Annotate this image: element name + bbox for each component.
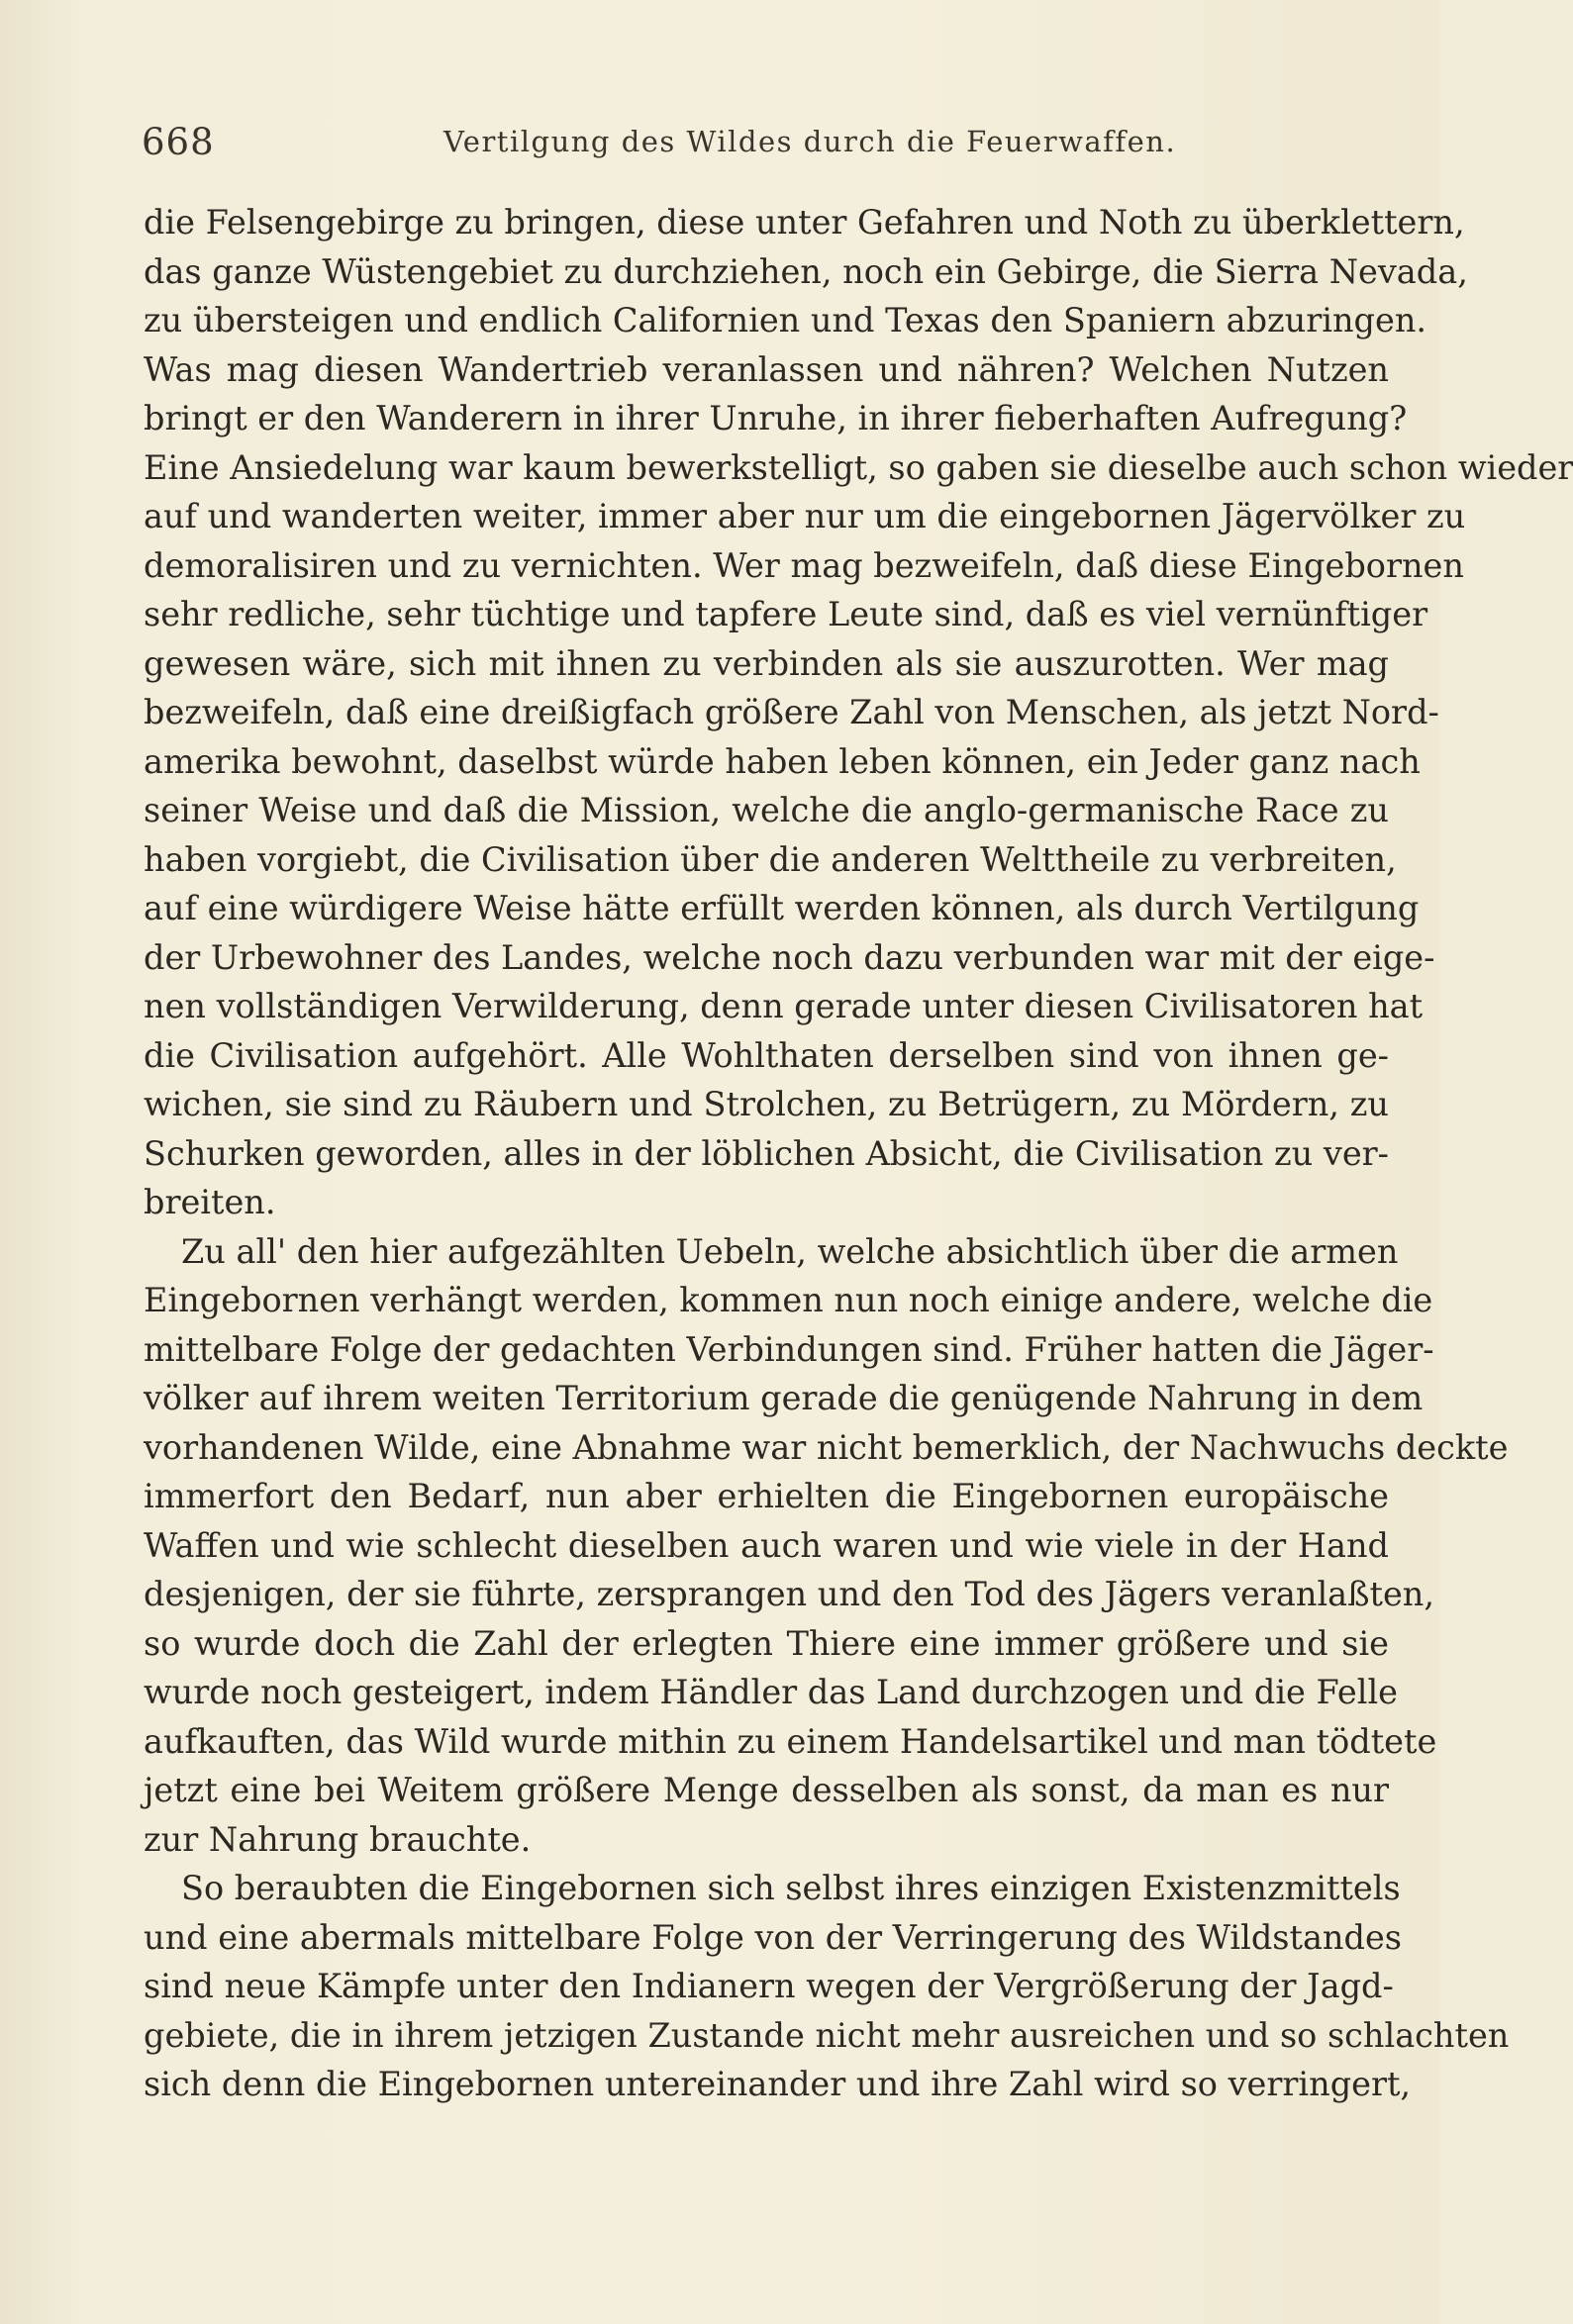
text-line: aufkauften, das Wild wurde mithin zu einem Handelsartikel und man tödtete [144,1721,1437,1761]
text-line: haben vorgiebt, die Civilisation über die anderen Welttheile zu verbreiten, [144,839,1397,879]
text-line: seiner Weise und daß die Mission, welche die anglo-germanische Race zu [144,791,1389,829]
paragraph-start-line: Zu all' den hier aufgezählten Uebeln, welche absichtlich über die armen [181,1231,1399,1271]
text-line: Eine Ansiedelung war kaum bewerkstelligt, so gaben sie dieselbe auch schon wieder [144,447,1573,487]
text-line: Was mag diesen Wandertrieb veranlassen und nähren? Welchen Nutzen [144,349,1389,389]
text-line: bringt er den Wanderern in ihrer Unruhe, in ihrer fieberhaften Aufregung? [144,399,1408,437]
text-line: nen vollständigen Verwilderung, denn gerade unter diesen Civilisatoren hat [144,987,1424,1025]
text-line: auf eine würdigere Weise hätte erfüllt werden können, als durch Vertilgung [144,889,1420,927]
text-line: vorhandenen Wilde, eine Abnahme war nicht bemerklich, der Nachwuchs deckte [144,1427,1509,1467]
body-text [144,198,1573,2109]
text-line: sich denn die Eingebornen untereinander und ihre Zahl wird so verringert, [144,2065,1412,2103]
paragraph-start-line: So beraubten die Eingebornen sich selbst ihres einzigen Existenzmittels [181,1869,1401,1907]
text-line: zur Nahrung brauchte. [144,1819,532,1859]
text-line: mittelbare Folge der gedachten Verbindungen sind. Früher hatten die Jäger- [144,1329,1434,1369]
text-line: zu übersteigen und endlich Californien und Texas den Spaniern abzuringen. [144,301,1427,339]
text-line: Schurken geworden, alles in der löblichen Absicht, die Civilisation zu ver- [144,1133,1389,1173]
text-line: Eingebornen verhängt werden, kommen nun noch einige andere, welche die [144,1281,1433,1319]
text-line: wichen, sie sind zu Räubern und Strolchen, zu Betrügern, zu Mördern, zu [144,1085,1389,1123]
text-line: und eine abermals mittelbare Folge von der Verringerung des Wildstandes [144,1917,1402,1957]
text-line: desjenigen, der sie führte, zersprangen und den Tod des Jägers veranlaßten, [144,1575,1435,1613]
text-line: die Civilisation aufgehört. Alle Wohlthaten derselben sind von ihnen ge- [144,1035,1389,1075]
text-line: auf und wanderten weiter, immer aber nur um die eingebornen Jägervölker zu [144,497,1466,535]
text-line: das ganze Wüstengebiet zu durchziehen, noch ein Gebirge, die Sierra Nevada, [144,251,1468,291]
text-line: die Felsengebirge zu bringen, diese unter Gefahren und Noth zu überklettern, [144,203,1465,242]
text-line: amerika bewohnt, daselbst würde haben leben können, ein Jeder ganz nach [144,741,1421,781]
running-head: Vertilgung des Wildes durch die Feuerwaffen. [443,125,1177,158]
text-line: jetzt eine bei Weitem größere Menge desselben als sonst, da man es nur [144,1771,1389,1809]
text-line: der Urbewohner des Landes, welche noch dazu verbunden war mit der eige- [144,937,1435,977]
text-line: immerfort den Bedarf, nun aber erhielten die Eingebornen europäische [144,1477,1389,1515]
text-line: so wurde doch die Zahl der erlegten Thiere eine immer größere und sie [144,1623,1389,1663]
page-number: 668 [142,121,215,163]
text-line: breiten. [144,1183,276,1221]
text-line: wurde noch gesteigert, indem Händler das Land durchzogen und die Felle [144,1673,1398,1711]
text-line: völker auf ihrem weiten Territorium gerade die genügende Nahrung in dem [144,1379,1424,1417]
text-line: demoralisiren und zu vernichten. Wer mag bezweifeln, daß diese Eingebornen [144,545,1464,585]
text-line: gebiete, die in ihrem jetzigen Zustande nicht mehr ausreichen und so schlachten [144,2015,1510,2055]
text-line: sehr redliche, sehr tüchtige und tapfere Leute sind, daß es viel vernünftiger [144,595,1428,633]
text-line: gewesen wäre, sich mit ihnen zu verbinden als sie auszurotten. Wer mag [144,643,1389,683]
text-line: bezweifeln, daß eine dreißigfach größere Zahl von Menschen, als jetzt Nord- [144,693,1439,731]
text-line: sind neue Kämpfe unter den Indianern wegen der Vergrößerung der Jagd- [144,1967,1394,2005]
page-header [142,121,1394,180]
text-line: Waffen und wie schlecht dieselben auch waren und wie viele in der Hand [144,1525,1389,1565]
